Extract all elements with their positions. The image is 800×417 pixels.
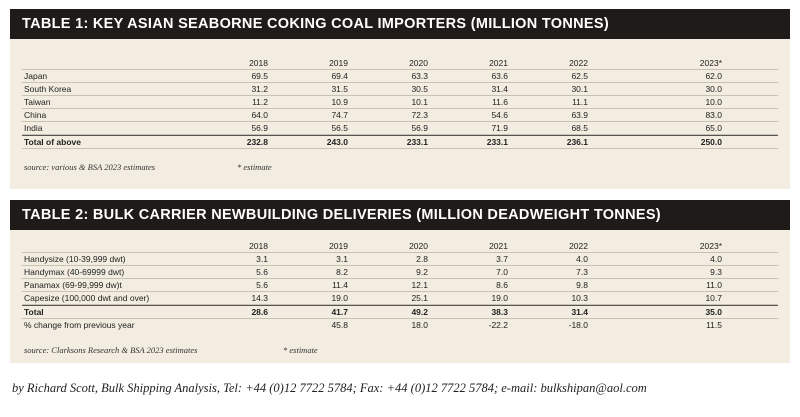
column-header: 2023* (699, 241, 722, 251)
table-cell: 11.4 (332, 280, 348, 290)
estimate-note: * estimate (283, 345, 318, 355)
table-cell: 232.8 (246, 137, 268, 147)
source-text: source: various & BSA 2023 estimates (24, 162, 156, 172)
table-1 (22, 57, 778, 149)
table-cell: 18.0 (411, 320, 428, 330)
table-cell: 250.0 (700, 137, 722, 147)
table-cell: 10.0 (705, 97, 722, 107)
column-header: 2019 (329, 241, 348, 251)
row-label: South Korea (24, 84, 72, 94)
table-cell: 11.1 (572, 97, 588, 107)
table-cell: 3.1 (336, 254, 348, 264)
table-1-panel (10, 9, 790, 189)
table-cell: 10.9 (331, 97, 348, 107)
table-cell: 35.0 (705, 307, 722, 317)
table-cell: 62.5 (571, 71, 588, 81)
table-cell: 28.6 (251, 307, 268, 317)
table-cell: 30.5 (411, 84, 428, 94)
table-cell: 11.2 (252, 97, 268, 107)
table-cell: 31.2 (251, 84, 268, 94)
estimate-note: * estimate (237, 162, 272, 172)
table-row (22, 122, 778, 135)
table-cell: 72.3 (411, 110, 428, 120)
table-cell: 10.7 (705, 293, 722, 303)
column-header: 2018 (249, 58, 268, 68)
table-cell: 14.3 (251, 293, 268, 303)
table-cell: 30.0 (705, 84, 722, 94)
column-header: 2021 (489, 58, 508, 68)
table-cell: 45.8 (331, 320, 348, 330)
row-label: Japan (24, 71, 48, 81)
row-label: % change from previous year (24, 320, 135, 330)
row-label: Handymax (40-69999 dwt) (24, 267, 125, 277)
table-row (22, 319, 778, 331)
table-cell: 11.0 (706, 280, 722, 290)
table-cell: -18.0 (568, 320, 588, 330)
row-label: Capesize (100,000 dwt and over) (24, 293, 150, 303)
table-cell: 233.1 (486, 137, 508, 147)
row-label: Total (24, 307, 44, 317)
table-cell: 10.3 (571, 293, 588, 303)
table-row (22, 279, 778, 292)
table-row (22, 83, 778, 96)
table-cell: 9.3 (710, 267, 722, 277)
table-cell: 38.3 (491, 307, 508, 317)
column-header: 2020 (409, 58, 428, 68)
table-row (22, 70, 778, 83)
table-cell: 69.5 (251, 71, 268, 81)
table-cell: 3.7 (496, 254, 508, 264)
column-header: 2020 (409, 241, 428, 251)
table-row (22, 109, 778, 122)
source-text: source: Clarksons Research & BSA 2023 estimates (24, 345, 198, 355)
table-1-header-row (22, 57, 778, 70)
table-cell: 25.1 (411, 293, 428, 303)
table-cell: 9.8 (576, 280, 588, 290)
table-row (22, 266, 778, 279)
table-cell: 54.6 (491, 110, 508, 120)
table-cell: 41.7 (331, 307, 348, 317)
author-byline: by Richard Scott, Bulk Shipping Analysis, Tel: +44 (0)12 7722 5784; Fax: +44 (0)12 7722 5784; e-mail: bulkshipan@aol.com (12, 381, 647, 395)
table-cell: 5.6 (256, 280, 268, 290)
table-cell: 71.9 (491, 123, 508, 133)
table-cell: 64.0 (251, 110, 268, 120)
column-header: 2019 (329, 58, 348, 68)
column-header: 2022 (569, 58, 588, 68)
table-cell: 243.0 (326, 137, 348, 147)
table-cell: 31.4 (491, 84, 508, 94)
table-cell: 30.1 (571, 84, 588, 94)
column-header: 2022 (569, 241, 588, 251)
table-cell: 12.1 (411, 280, 428, 290)
table-cell: 236.1 (566, 137, 588, 147)
table-cell: 68.5 (571, 123, 588, 133)
table-cell: 4.0 (576, 254, 588, 264)
row-label: India (24, 123, 43, 133)
row-label: China (24, 110, 47, 120)
table-cell: 65.0 (705, 123, 722, 133)
table-cell: 10.1 (411, 97, 428, 107)
table-cell: 56.5 (331, 123, 348, 133)
table-cell: 63.6 (491, 71, 508, 81)
table-cell: 56.9 (251, 123, 268, 133)
table-cell: 7.3 (576, 267, 588, 277)
table-1-source (24, 162, 272, 172)
table-cell: 2.8 (416, 254, 428, 264)
table-cell: 19.0 (491, 293, 508, 303)
table-row (22, 253, 778, 266)
table-2-source (24, 345, 318, 355)
column-header: 2018 (249, 241, 268, 251)
table-cell: 3.1 (256, 254, 268, 264)
table-cell: 11.6 (492, 97, 508, 107)
table-cell: 63.3 (411, 71, 428, 81)
table-cell: 83.0 (705, 110, 722, 120)
table-2 (22, 240, 778, 331)
table-total-row (22, 305, 778, 319)
table-cell: 49.2 (411, 307, 428, 317)
column-header: 2021 (489, 241, 508, 251)
table-2-title: TABLE 2: BULK CARRIER NEWBUILDING DELIVERIES (MILLION DEADWEIGHT TONNES) (10, 200, 790, 230)
row-label: Panamax (69-99,999 dw)t (24, 280, 122, 290)
table-1-title: TABLE 1: KEY ASIAN SEABORNE COKING COAL IMPORTERS (MILLION TONNES) (10, 9, 790, 39)
row-label: Total of above (24, 137, 81, 147)
table-cell: 74.7 (331, 110, 348, 120)
column-header: 2023* (699, 58, 722, 68)
table-cell: 31.4 (571, 307, 588, 317)
table-cell: 56.9 (411, 123, 428, 133)
table-2-panel (10, 200, 790, 363)
table-cell: 69.4 (331, 71, 348, 81)
table-cell: 63.9 (571, 110, 588, 120)
row-label: Handysize (10-39,999 dwt) (24, 254, 126, 264)
table-cell: 7.0 (496, 267, 508, 277)
row-label: Taiwan (24, 97, 51, 107)
table-cell: 233.1 (406, 137, 428, 147)
table-cell: 31.5 (331, 84, 348, 94)
table-cell: -22.2 (488, 320, 508, 330)
table-cell: 5.6 (256, 267, 268, 277)
table-row (22, 292, 778, 305)
table-cell: 9.2 (416, 267, 428, 277)
table-cell: 8.6 (496, 280, 508, 290)
table-cell: 62.0 (705, 71, 722, 81)
table-cell: 4.0 (710, 254, 722, 264)
table-cell: 19.0 (331, 293, 348, 303)
table-total-row (22, 135, 778, 149)
table-cell: 11.5 (706, 320, 722, 330)
table-cell: 8.2 (336, 267, 348, 277)
table-2-header-row (22, 240, 778, 253)
table-row (22, 96, 778, 109)
